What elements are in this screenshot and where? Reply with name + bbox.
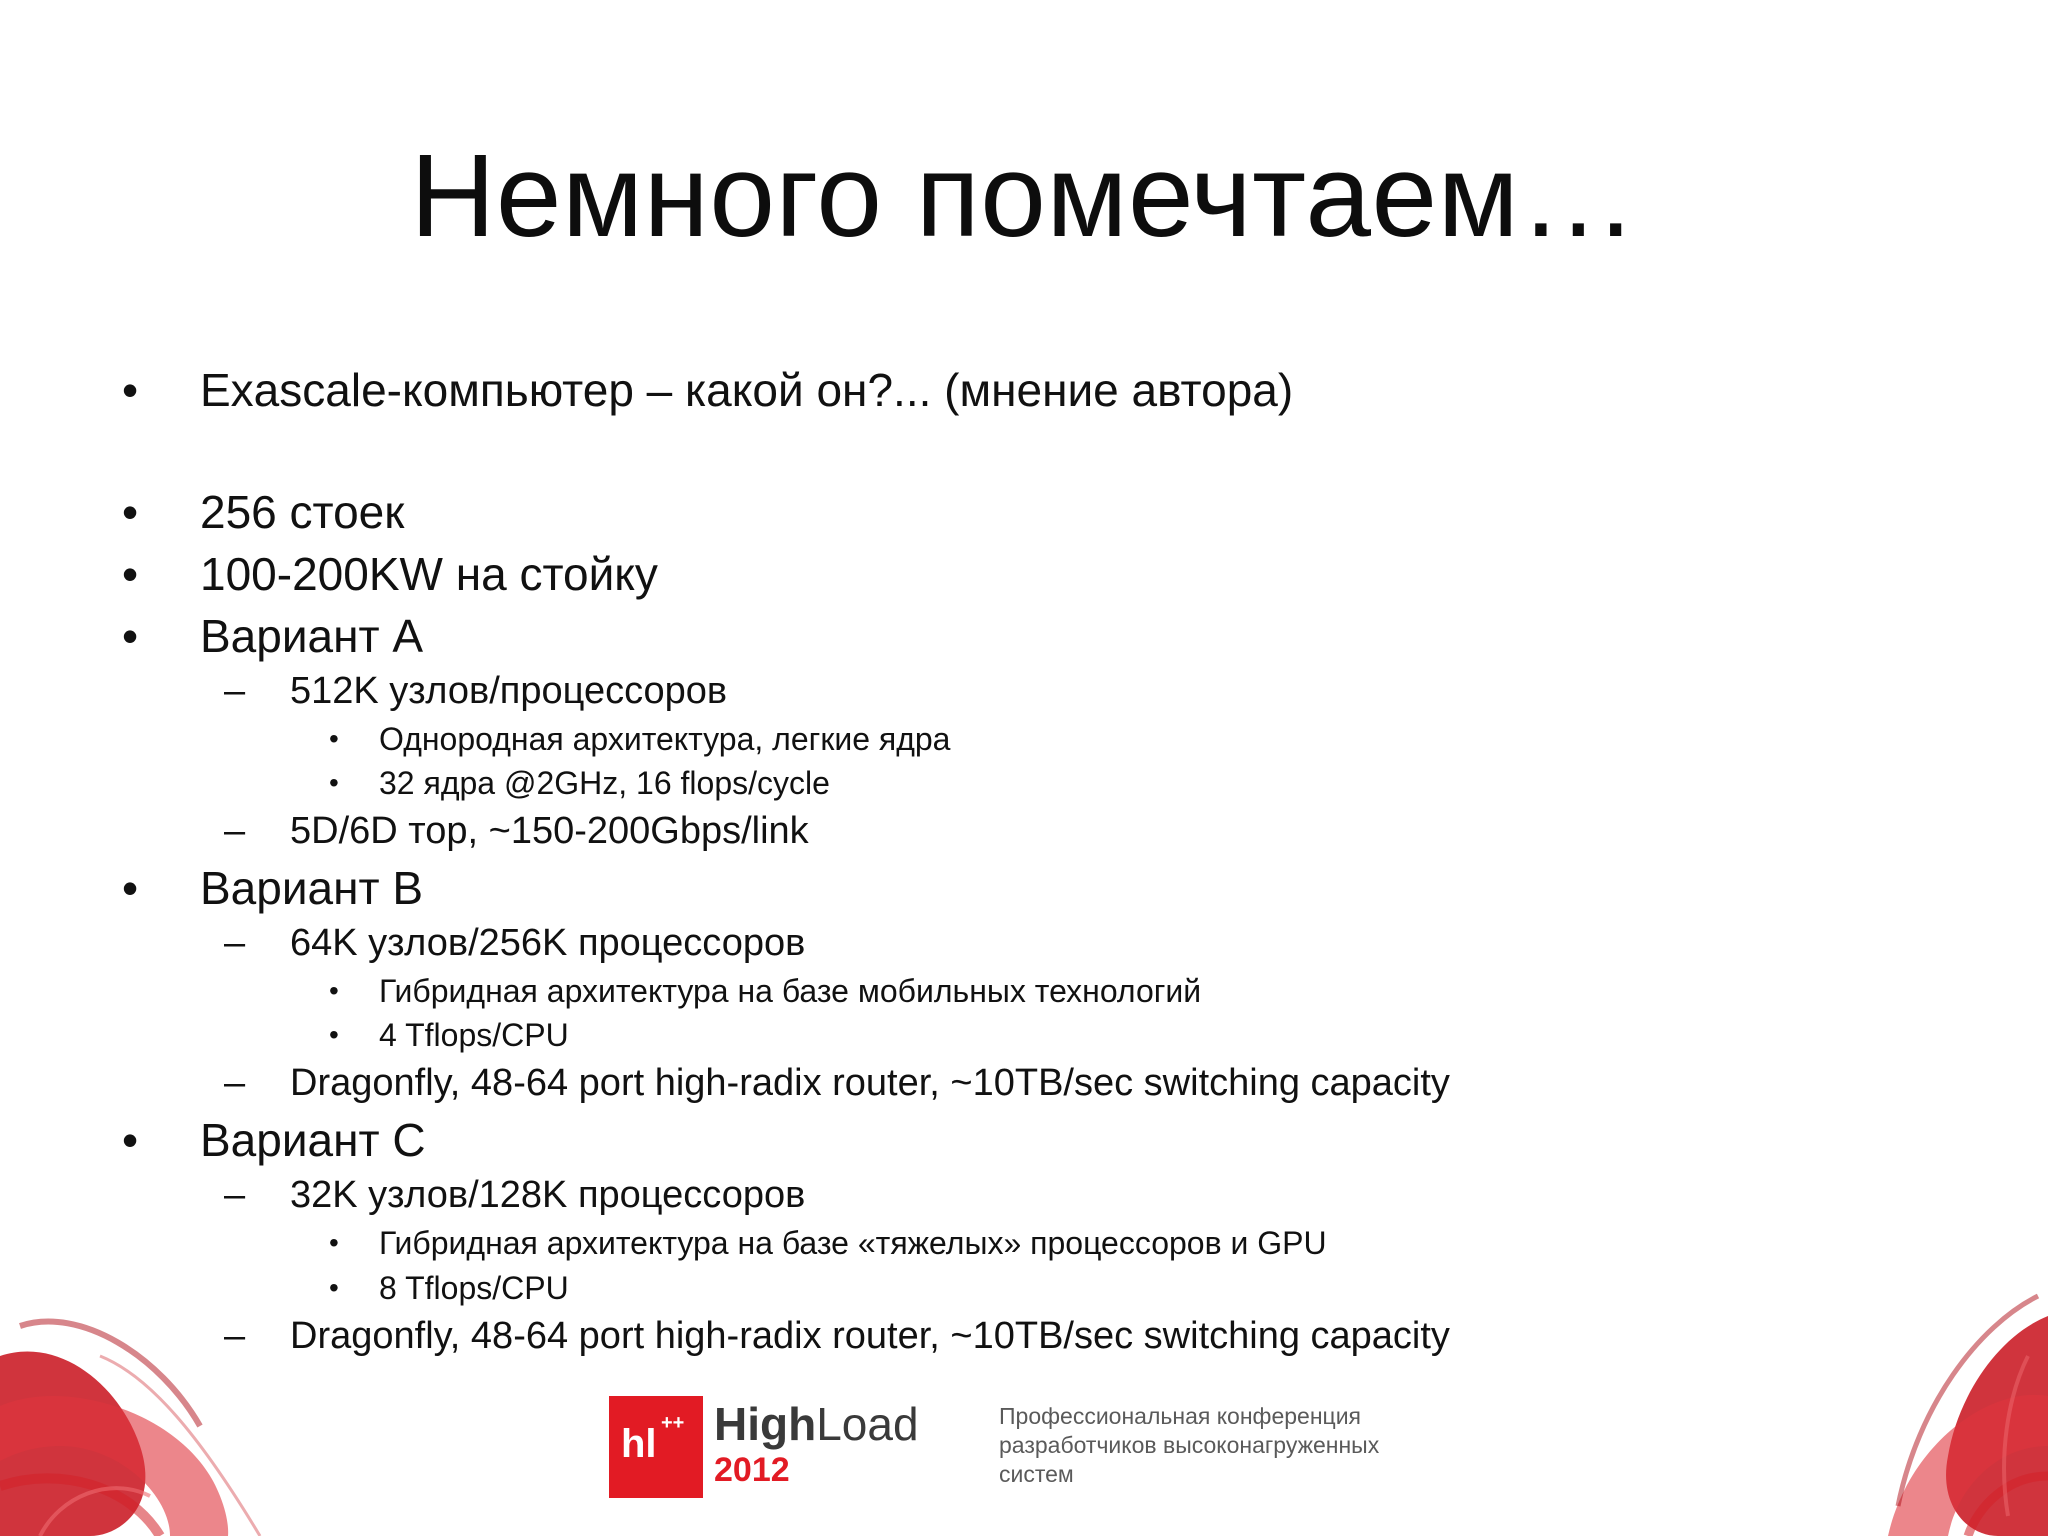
sub-sub-bullet-text: Однородная архитектура, легкие ядра — [379, 721, 951, 757]
bullet-item — [122, 484, 405, 540]
sub-bullet-item — [224, 920, 806, 966]
conference-tagline — [999, 1402, 1459, 1489]
logo-year: 2012 — [714, 1451, 790, 1489]
tagline-line: разработчиков высоконагруженных — [999, 1432, 1380, 1458]
logo-mark-superscript: ++ — [661, 1412, 685, 1434]
bullet-marker: • — [329, 975, 339, 1006]
sub-bullet-item — [224, 1172, 806, 1218]
sub-bullet-text: 5D/6D тор, ~150-200Gbps/link — [290, 810, 809, 852]
bullet-item — [122, 1112, 426, 1168]
bullet-marker: • — [329, 1272, 339, 1303]
bullet-item — [122, 860, 424, 916]
sub-sub-bullet-item — [329, 719, 951, 759]
bullet-text: 100-200KW на стойку — [200, 548, 658, 600]
dash-marker: – — [224, 670, 246, 712]
sub-sub-bullet-text: 8 Tflops/CPU — [379, 1270, 569, 1306]
dash-marker: – — [224, 1174, 246, 1216]
sub-sub-bullet-item — [329, 1268, 569, 1308]
tagline-line: Профессиональная конференция — [999, 1403, 1361, 1429]
logo-name — [714, 1396, 919, 1452]
sub-bullet-text: 512K узлов/процессоров — [290, 670, 728, 712]
bullet-marker: • — [122, 862, 139, 914]
bullet-marker: • — [122, 486, 139, 538]
sub-sub-bullet-item — [329, 971, 1202, 1011]
dash-marker: – — [224, 1062, 246, 1104]
sub-sub-bullet-text: 32 ядра @2GHz, 16 flops/cycle — [379, 765, 830, 801]
bullet-text: Вариант A — [200, 610, 424, 662]
dash-marker: – — [224, 1315, 246, 1357]
sub-sub-bullet-item — [329, 1015, 569, 1055]
bullet-marker: • — [122, 610, 139, 662]
red-swirl-decoration-right — [1808, 1276, 2048, 1536]
bullet-text: Вариант B — [200, 862, 424, 914]
bullet-item — [122, 362, 1294, 418]
bullet-marker: • — [329, 1227, 339, 1258]
bullet-text: Exascale-компьютер – какой он?... (мнение автора) — [200, 364, 1294, 416]
bullet-item — [122, 608, 424, 664]
sub-bullet-text: Dragonfly, 48-64 port high-radix router, ~10TB/sec switching capacity — [290, 1315, 1450, 1357]
sub-bullet-item — [224, 808, 809, 854]
sub-bullet-text: 64K узлов/256K процессоров — [290, 922, 806, 964]
bullet-marker: • — [122, 548, 139, 600]
slide-title: Немного помечтаем… — [410, 130, 1638, 262]
logo-name-rest: Load — [816, 1398, 919, 1450]
bullet-item — [122, 546, 658, 602]
bullet-marker: • — [329, 723, 339, 754]
sub-sub-bullet-text: Гибридная архитектура на базе «тяжелых» процессоров и GPU — [379, 1225, 1327, 1261]
dash-marker: – — [224, 810, 246, 852]
bullet-text: Вариант C — [200, 1114, 426, 1166]
dash-marker: – — [224, 922, 246, 964]
logo-name-bold: High — [714, 1398, 817, 1450]
highload-logo — [609, 1396, 1449, 1506]
bullet-marker: • — [329, 767, 339, 798]
sub-bullet-text: Dragonfly, 48-64 port high-radix router, ~10TB/sec switching capacity — [290, 1062, 1450, 1104]
sub-bullet-item — [224, 1313, 1450, 1359]
sub-bullet-text: 32K узлов/128K процессоров — [290, 1174, 806, 1216]
logo-mark — [609, 1396, 703, 1498]
bullet-marker: • — [122, 364, 139, 416]
bullet-marker: • — [122, 1114, 139, 1166]
logo-mark-text: hl — [621, 1422, 657, 1466]
bullet-marker: • — [329, 1019, 339, 1050]
tagline-line: систем — [999, 1461, 1074, 1487]
red-swirl-decoration-left — [0, 1296, 300, 1536]
sub-sub-bullet-item — [329, 1223, 1327, 1263]
sub-sub-bullet-text: 4 Tflops/CPU — [379, 1017, 569, 1053]
sub-sub-bullet-text: Гибридная архитектура на базе мобильных технологий — [379, 973, 1202, 1009]
bullet-text: 256 стоек — [200, 486, 405, 538]
sub-sub-bullet-item — [329, 763, 830, 803]
sub-bullet-item — [224, 668, 728, 714]
sub-bullet-item — [224, 1060, 1450, 1106]
